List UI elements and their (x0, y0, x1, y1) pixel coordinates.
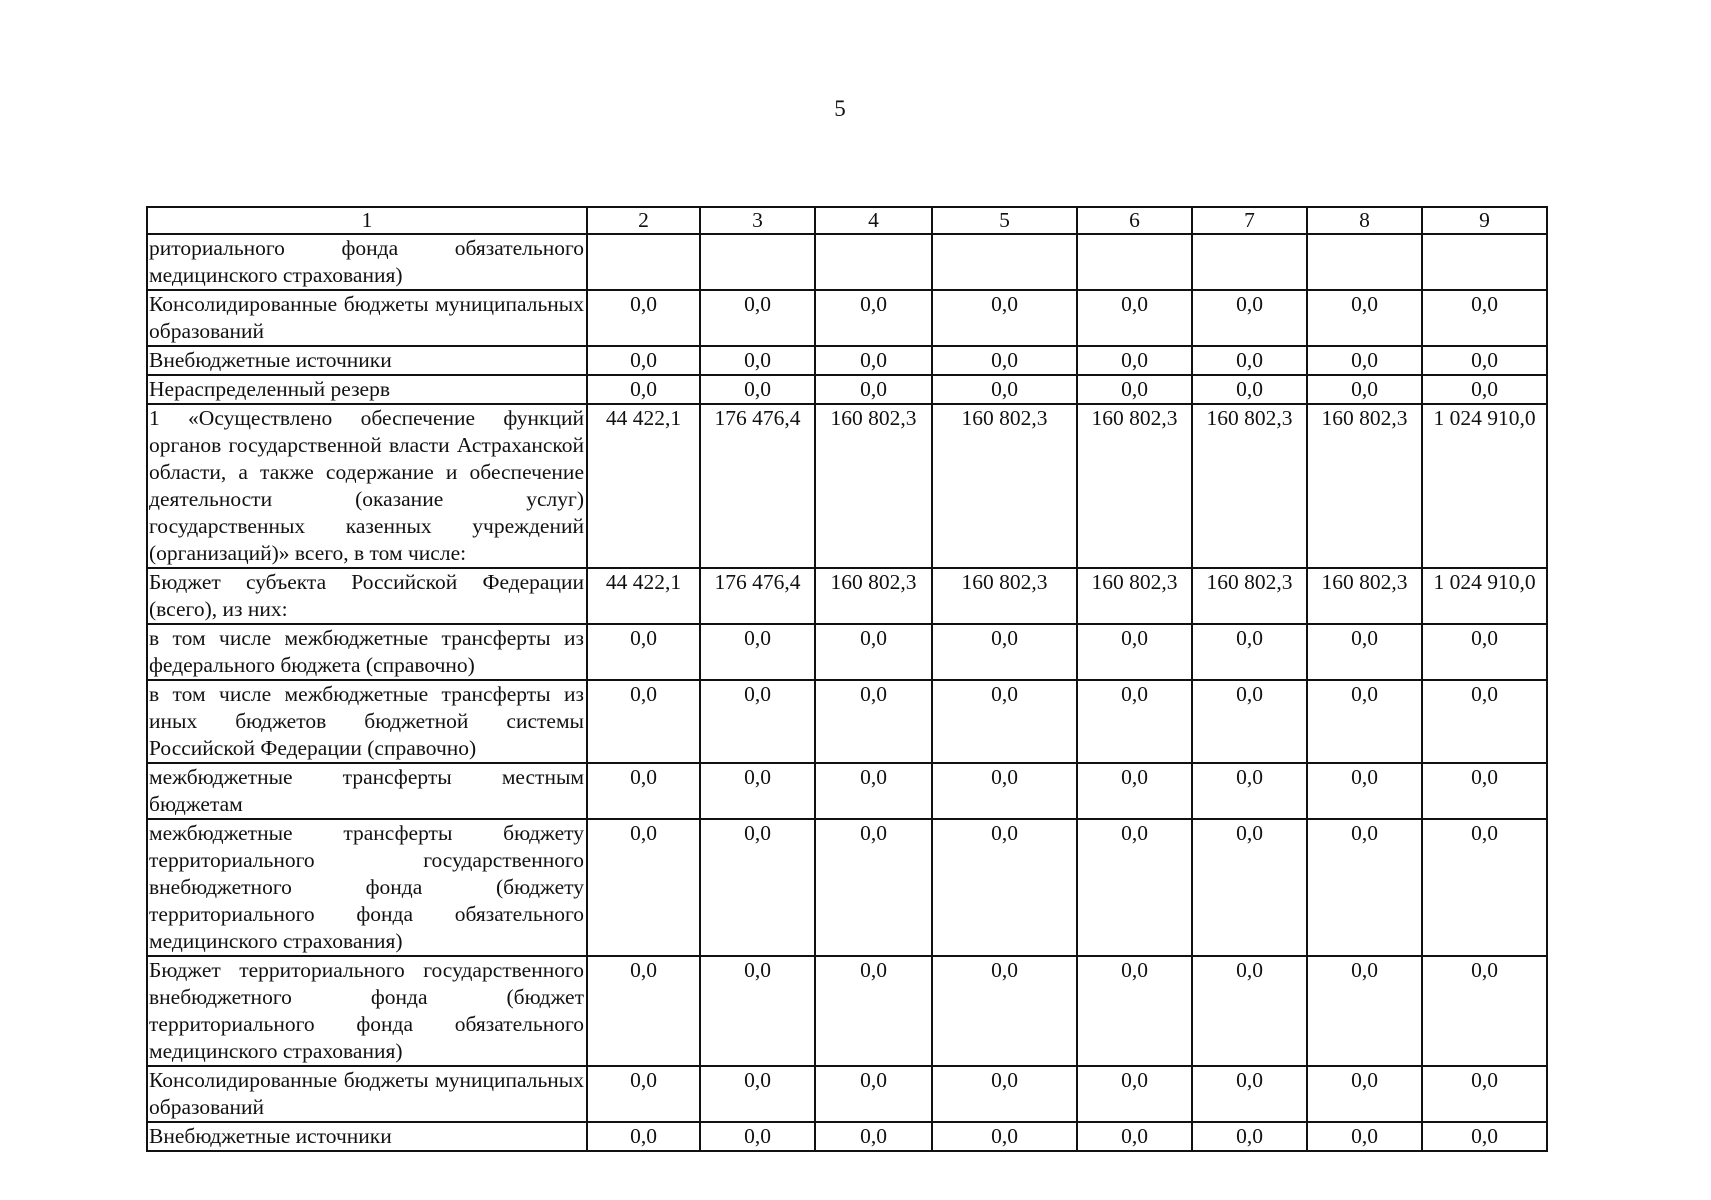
value-cell: 0,0 (815, 290, 932, 346)
value-cell: 0,0 (1192, 346, 1307, 375)
table-body (147, 234, 1547, 1151)
value-cell: 0,0 (587, 819, 700, 956)
header-row (147, 207, 1547, 234)
value-cell: 0,0 (587, 1066, 700, 1122)
value-cell (587, 234, 700, 290)
value-cell: 0,0 (587, 346, 700, 375)
value-cell: 0,0 (1422, 763, 1547, 819)
value-cell: 0,0 (1192, 763, 1307, 819)
value-cell: 0,0 (1192, 819, 1307, 956)
page-number: 5 (834, 96, 846, 121)
value-cell: 160 802,3 (1307, 404, 1422, 568)
row-label: межбюджетные трансферты местным бюджетам (147, 763, 587, 819)
value-cell: 0,0 (1077, 763, 1192, 819)
value-cell: 0,0 (587, 956, 700, 1066)
value-cell: 0,0 (1307, 819, 1422, 956)
value-cell: 0,0 (587, 290, 700, 346)
value-cell: 0,0 (700, 624, 815, 680)
value-cell: 0,0 (1077, 624, 1192, 680)
table-row (147, 375, 1547, 404)
value-cell: 160 802,3 (815, 404, 932, 568)
table-row (147, 1122, 1547, 1151)
column-header: 7 (1192, 207, 1307, 234)
value-cell: 0,0 (700, 763, 815, 819)
column-header: 9 (1422, 207, 1547, 234)
value-cell: 176 476,4 (700, 404, 815, 568)
value-cell: 0,0 (1307, 375, 1422, 404)
table-row (147, 234, 1547, 290)
column-header: 5 (932, 207, 1077, 234)
row-label: Консолидированные бюджеты муниципальных образований (147, 290, 587, 346)
value-cell: 0,0 (1192, 290, 1307, 346)
value-cell: 160 802,3 (815, 568, 932, 624)
value-cell: 0,0 (1077, 956, 1192, 1066)
column-header: 1 (147, 207, 587, 234)
value-cell: 0,0 (1077, 1066, 1192, 1122)
value-cell: 0,0 (815, 956, 932, 1066)
table-row (147, 404, 1547, 568)
row-label: Нераспределенный резерв (147, 375, 587, 404)
table-row (147, 624, 1547, 680)
value-cell: 0,0 (1307, 346, 1422, 375)
value-cell: 160 802,3 (1192, 404, 1307, 568)
row-label: в том числе межбюджетные трансферты из иных бюджетов бюджетной системы Российской Федерации (справочно) (147, 680, 587, 763)
value-cell: 0,0 (1077, 375, 1192, 404)
column-header: 3 (700, 207, 815, 234)
value-cell: 0,0 (1077, 290, 1192, 346)
column-header: 8 (1307, 207, 1422, 234)
value-cell: 0,0 (587, 1122, 700, 1151)
value-cell (1077, 234, 1192, 290)
value-cell: 0,0 (1307, 1066, 1422, 1122)
row-label: Внебюджетные источники (147, 1122, 587, 1151)
table-row (147, 1066, 1547, 1122)
column-header: 4 (815, 207, 932, 234)
value-cell: 0,0 (1307, 763, 1422, 819)
value-cell: 0,0 (932, 290, 1077, 346)
value-cell (932, 234, 1077, 290)
row-label: Бюджет территориального государственного внебюджетного фонда (бюджет территориального фонда обязательного медицинского страхования) (147, 956, 587, 1066)
value-cell: 0,0 (1077, 346, 1192, 375)
value-cell: 0,0 (1192, 375, 1307, 404)
value-cell (1307, 234, 1422, 290)
row-label: Консолидированные бюджеты муниципальных образований (147, 1066, 587, 1122)
value-cell: 0,0 (815, 375, 932, 404)
value-cell: 0,0 (587, 680, 700, 763)
value-cell: 0,0 (700, 956, 815, 1066)
table-row (147, 346, 1547, 375)
value-cell: 0,0 (1422, 956, 1547, 1066)
value-cell: 0,0 (932, 956, 1077, 1066)
value-cell: 0,0 (1422, 1122, 1547, 1151)
value-cell: 160 802,3 (1077, 404, 1192, 568)
value-cell: 0,0 (1422, 290, 1547, 346)
value-cell: 0,0 (815, 1066, 932, 1122)
value-cell: 0,0 (587, 375, 700, 404)
value-cell: 0,0 (700, 375, 815, 404)
value-cell: 1 024 910,0 (1422, 404, 1547, 568)
table-row (147, 956, 1547, 1066)
value-cell (1192, 234, 1307, 290)
value-cell: 0,0 (815, 346, 932, 375)
value-cell: 160 802,3 (1307, 568, 1422, 624)
value-cell: 0,0 (815, 624, 932, 680)
value-cell: 0,0 (932, 375, 1077, 404)
value-cell: 176 476,4 (700, 568, 815, 624)
value-cell (815, 234, 932, 290)
value-cell: 0,0 (815, 763, 932, 819)
column-header: 6 (1077, 207, 1192, 234)
table-row (147, 568, 1547, 624)
column-header: 2 (587, 207, 700, 234)
table-row (147, 680, 1547, 763)
value-cell: 0,0 (1077, 1122, 1192, 1151)
table-row (147, 290, 1547, 346)
table-row (147, 819, 1547, 956)
value-cell: 0,0 (1077, 680, 1192, 763)
value-cell: 160 802,3 (1077, 568, 1192, 624)
value-cell: 160 802,3 (932, 404, 1077, 568)
value-cell: 0,0 (700, 819, 815, 956)
value-cell: 0,0 (700, 1066, 815, 1122)
value-cell: 0,0 (1077, 819, 1192, 956)
value-cell: 0,0 (1307, 680, 1422, 763)
financing-table (146, 206, 1548, 1152)
value-cell: 0,0 (1422, 624, 1547, 680)
value-cell: 0,0 (932, 763, 1077, 819)
value-cell: 0,0 (932, 1066, 1077, 1122)
value-cell (700, 234, 815, 290)
value-cell: 0,0 (1307, 624, 1422, 680)
value-cell: 44 422,1 (587, 404, 700, 568)
value-cell: 0,0 (1192, 1122, 1307, 1151)
value-cell: 0,0 (932, 819, 1077, 956)
row-label: межбюджетные трансферты бюджету территориального государственного внебюджетного фонда (бюджету территориального фонда обязательного медицинского страхования) (147, 819, 587, 956)
value-cell: 0,0 (932, 1122, 1077, 1151)
value-cell: 1 024 910,0 (1422, 568, 1547, 624)
value-cell: 0,0 (932, 346, 1077, 375)
value-cell: 0,0 (587, 763, 700, 819)
value-cell: 0,0 (1192, 680, 1307, 763)
value-cell: 160 802,3 (1192, 568, 1307, 624)
value-cell: 160 802,3 (932, 568, 1077, 624)
row-label: Бюджет субъекта Российской Федерации (всего), из них: (147, 568, 587, 624)
value-cell: 0,0 (700, 290, 815, 346)
row-label: риториального фонда обязательного медицинского страхования) (147, 234, 587, 290)
value-cell (1422, 234, 1547, 290)
value-cell: 0,0 (815, 819, 932, 956)
value-cell: 0,0 (932, 624, 1077, 680)
value-cell: 0,0 (932, 680, 1077, 763)
value-cell: 0,0 (1422, 375, 1547, 404)
value-cell: 0,0 (700, 346, 815, 375)
value-cell: 0,0 (815, 1122, 932, 1151)
table-row (147, 763, 1547, 819)
value-cell: 0,0 (1422, 1066, 1547, 1122)
value-cell: 0,0 (587, 624, 700, 680)
value-cell: 0,0 (1422, 819, 1547, 956)
value-cell: 44 422,1 (587, 568, 700, 624)
value-cell: 0,0 (1307, 956, 1422, 1066)
row-label: в том числе межбюджетные трансферты из федерального бюджета (справочно) (147, 624, 587, 680)
value-cell: 0,0 (815, 680, 932, 763)
value-cell: 0,0 (1422, 680, 1547, 763)
value-cell: 0,0 (700, 680, 815, 763)
value-cell: 0,0 (1307, 290, 1422, 346)
row-label: Внебюджетные источники (147, 346, 587, 375)
value-cell: 0,0 (1192, 956, 1307, 1066)
value-cell: 0,0 (1422, 346, 1547, 375)
value-cell: 0,0 (1192, 624, 1307, 680)
value-cell: 0,0 (700, 1122, 815, 1151)
value-cell: 0,0 (1307, 1122, 1422, 1151)
value-cell: 0,0 (1192, 1066, 1307, 1122)
row-label: 1 «Осуществлено обеспечение функций органов государственной власти Астраханской области, а также содержание и обеспечение деятельности (оказание услуг) государственных казенных учреждений (организаций)» всего, в том числе: (147, 404, 587, 568)
